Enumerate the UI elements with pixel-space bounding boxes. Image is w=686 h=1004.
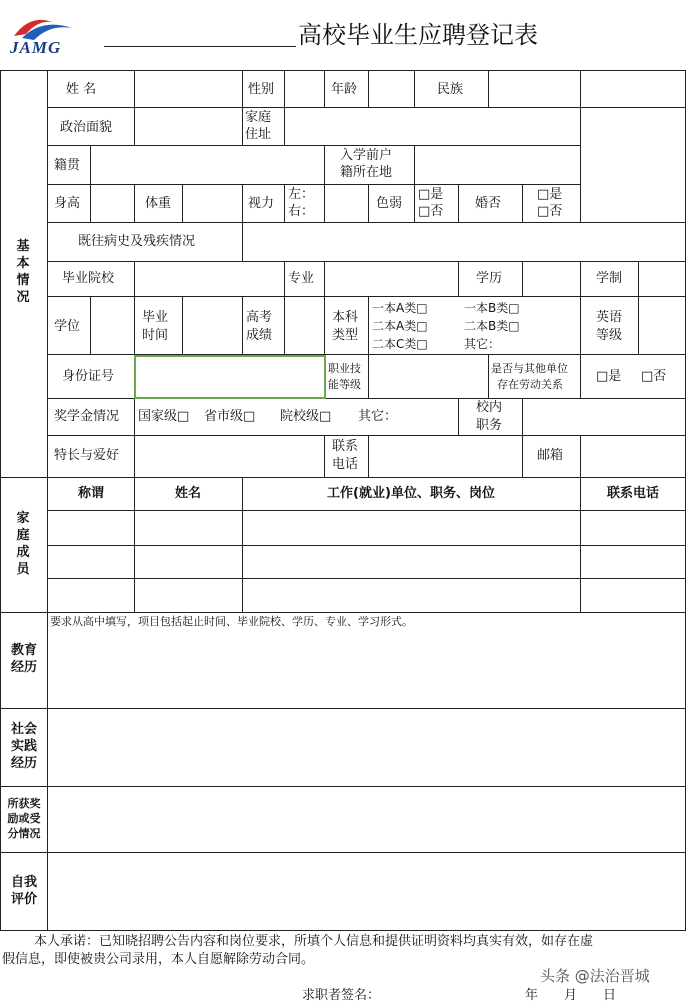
- label-post-2: 职务: [476, 418, 503, 433]
- pledge-line-2: 假信息，即使被贵公司录用，本人自愿解除劳动合同。: [2, 952, 315, 967]
- section-education-label: 教育经历: [10, 643, 37, 675]
- label-duration: 学制: [596, 271, 623, 286]
- pledge-line-1: 本人承诺：已知晓招聘公告内容和岗位要求，所填个人信息和提供证明资料均真实有效，如存在虚: [34, 934, 594, 949]
- label-phone-2: 电话: [332, 457, 359, 472]
- label-gaokao-1: 高考: [246, 310, 273, 325]
- label-id-number: 身份证号: [62, 369, 115, 384]
- undergrad-2c-checkbox[interactable]: 二本C类□: [372, 337, 428, 351]
- scholarship-campus-checkbox[interactable]: 院校级□: [280, 409, 332, 424]
- form-title: 高校毕业生应聘登记表: [298, 21, 538, 49]
- label-political: 政治面貌: [60, 120, 113, 135]
- undergrad-1b-checkbox[interactable]: 一本B类□: [464, 301, 520, 315]
- label-hobby: 特长与爱好: [54, 448, 120, 463]
- label-skill-1: 职业技: [328, 362, 361, 375]
- label-school: 毕业院校: [62, 271, 115, 286]
- label-email: 邮箱: [537, 448, 564, 463]
- section-social-label: 社会实践经历: [10, 722, 37, 771]
- undergrad-2a-checkbox[interactable]: 二本A类□: [372, 319, 428, 333]
- label-name: 姓 名: [66, 82, 97, 97]
- label-ethnicity: 民族: [437, 82, 464, 97]
- label-major: 专业: [288, 271, 315, 286]
- label-vision-left: 左：: [288, 187, 315, 202]
- label-degree: 学位: [54, 319, 81, 334]
- label-grad-1: 毕业: [142, 310, 169, 325]
- scholarship-other: 其它：: [358, 409, 398, 424]
- label-hukou-2: 籍所在地: [340, 165, 393, 180]
- label-medical: 既往病史及残疾情况: [78, 234, 196, 249]
- label-married: 婚否: [475, 196, 502, 211]
- colorblind-yes-checkbox[interactable]: □是: [418, 187, 444, 202]
- label-gaokao-2: 成绩: [246, 328, 273, 343]
- label-skill-2: 能等级: [328, 378, 361, 391]
- label-phone-1: 联系: [332, 439, 359, 454]
- family-col-phone: 联系电话: [606, 486, 660, 501]
- family-col-title: 称谓: [77, 486, 105, 501]
- id-number-input[interactable]: [134, 355, 326, 399]
- scholarship-provincial-checkbox[interactable]: 省市级□: [204, 409, 256, 424]
- label-age: 年龄: [331, 82, 358, 97]
- married-no-checkbox[interactable]: □否: [537, 204, 563, 219]
- label-scholarship: 奖学金情况: [54, 409, 120, 424]
- section-basic-label: 基本情况: [16, 239, 30, 305]
- section-family-label: 家庭成员: [16, 511, 30, 577]
- date-month: 月: [564, 988, 578, 1003]
- labor-no-checkbox[interactable]: □否: [641, 369, 667, 384]
- education-note: 要求从高中填写，项目包括起止时间、毕业院校、学历、专业、学习形式。: [50, 615, 413, 628]
- family-col-work: 工作(就业)单位、职务、岗位: [327, 486, 495, 501]
- signature-label: 求职者签名：: [302, 988, 381, 1003]
- label-gender: 性别: [248, 82, 275, 97]
- undergrad-other: 其它：: [464, 337, 501, 351]
- label-english-1: 英语: [596, 310, 623, 325]
- scholarship-national-checkbox[interactable]: 国家级□: [138, 409, 190, 424]
- section-self-label: 自我评价: [10, 875, 37, 907]
- label-grad-2: 时间: [142, 328, 169, 343]
- label-undergrad-1: 本科: [332, 310, 359, 325]
- watermark: 头条 @法治晋城: [540, 967, 650, 985]
- label-native: 籍贯: [54, 158, 81, 173]
- family-col-name: 姓名: [174, 486, 202, 501]
- label-home-1: 家庭: [245, 110, 272, 125]
- undergrad-2b-checkbox[interactable]: 二本B类□: [464, 319, 520, 333]
- label-labor-2: 存在劳动关系: [497, 378, 563, 391]
- date-year: 年: [525, 988, 539, 1003]
- label-english-2: 等级: [596, 328, 623, 343]
- label-height: 身高: [54, 196, 81, 211]
- colorblind-no-checkbox[interactable]: □否: [418, 204, 444, 219]
- label-hukou-1: 入学前户: [340, 148, 393, 163]
- married-yes-checkbox[interactable]: □是: [537, 187, 563, 202]
- label-edu-level: 学历: [476, 271, 503, 286]
- label-undergrad-2: 类型: [332, 328, 359, 343]
- undergrad-1a-checkbox[interactable]: 一本A类□: [372, 301, 428, 315]
- logo-text: JAMG: [10, 38, 62, 57]
- label-colorblind: 色弱: [376, 196, 403, 211]
- label-home-2: 住址: [245, 127, 272, 142]
- labor-yes-checkbox[interactable]: □是: [596, 369, 622, 384]
- label-weight: 体重: [145, 196, 172, 211]
- label-vision-right: 右：: [288, 204, 315, 219]
- label-vision: 视力: [248, 196, 275, 211]
- label-labor-1: 是否与其他单位: [491, 362, 568, 375]
- label-post-1: 校内: [476, 400, 503, 415]
- section-awards-label: 所获奖励或受分情况: [7, 797, 41, 840]
- date-day: 日: [603, 988, 617, 1003]
